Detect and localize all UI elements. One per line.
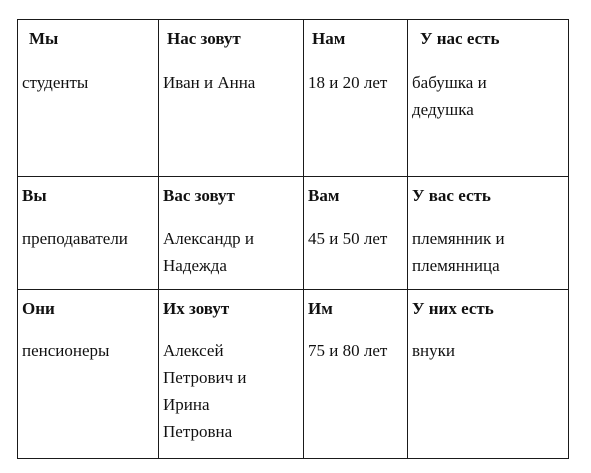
age-heading: Нам: [312, 29, 346, 48]
pronoun-heading: Они: [22, 299, 55, 318]
age-heading: Им: [308, 299, 333, 318]
age-value: 18 и 20 лет: [308, 73, 388, 92]
names-heading: Нас зовут: [167, 29, 241, 48]
names-cell: [159, 177, 304, 290]
names-cell: [159, 290, 304, 459]
pronoun-table: [17, 19, 569, 459]
names-value: Иван и Анна: [163, 73, 256, 92]
age-cell: [304, 177, 408, 290]
have-heading: У них есть: [412, 299, 494, 318]
have-value: племянник и племянница: [412, 229, 505, 275]
names-value: Алексей Петрович и Ирина Петровна: [163, 341, 247, 441]
have-cell: [408, 290, 569, 459]
age-cell: [304, 290, 408, 459]
age-value: 45 и 50 лет: [308, 229, 388, 248]
age-value: 75 и 80 лет: [308, 341, 388, 360]
table-row: [18, 290, 569, 459]
have-value: внуки: [412, 341, 455, 360]
age-heading: Вам: [308, 186, 340, 205]
table-row: [18, 177, 569, 290]
pronoun-cell: [18, 177, 159, 290]
age-cell: [304, 20, 408, 177]
have-cell: [408, 20, 569, 177]
names-value: Александр и Надежда: [163, 229, 255, 275]
pronoun-description: преподаватели: [22, 229, 128, 248]
table-row: [18, 20, 569, 177]
have-heading: У нас есть: [420, 29, 500, 48]
have-value: бабушка и дедушка: [412, 73, 487, 119]
names-heading: Вас зовут: [163, 186, 235, 205]
have-cell: [408, 177, 569, 290]
pronoun-heading: Мы: [29, 29, 59, 48]
pronoun-description: студенты: [22, 73, 89, 92]
have-heading: У вас есть: [412, 186, 491, 205]
pronoun-cell: [18, 290, 159, 459]
names-cell: [159, 20, 304, 177]
pronoun-description: пенсионеры: [22, 341, 110, 360]
names-heading: Их зовут: [163, 299, 230, 318]
pronoun-heading: Вы: [22, 186, 47, 205]
pronoun-cell: [18, 20, 159, 177]
